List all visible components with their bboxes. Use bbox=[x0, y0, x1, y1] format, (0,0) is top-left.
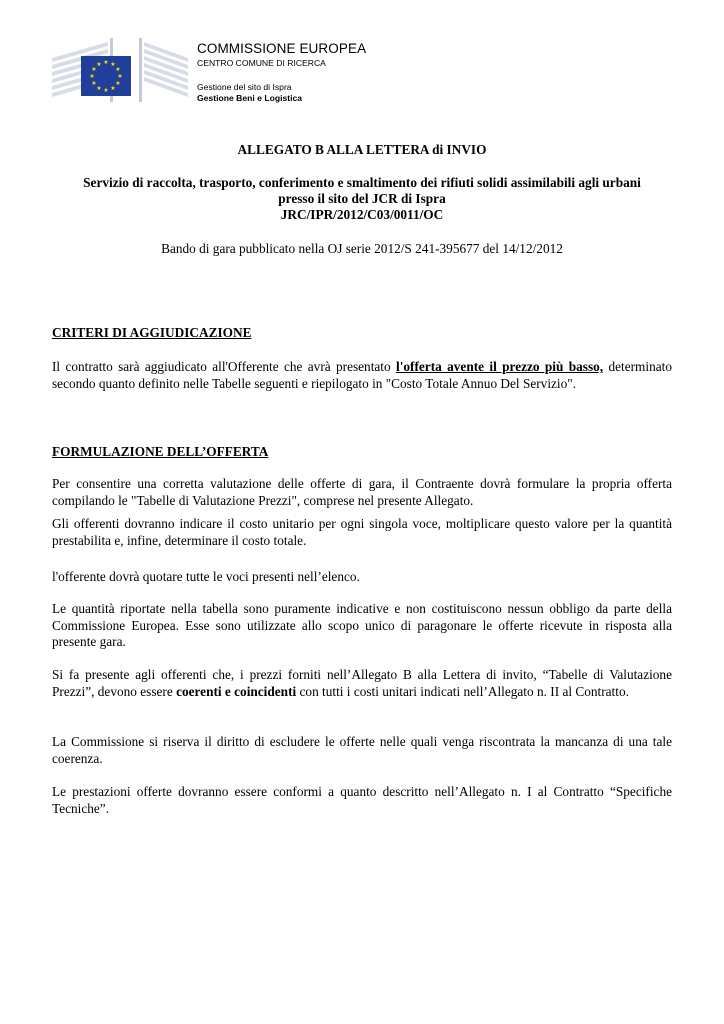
paragraph-conformity: Le prestazioni offerte dovranno essere conformi a quanto descritto nell’Allegato n. I al Contratto “Specifiche Tecniche”. bbox=[52, 784, 672, 816]
coherence-bold: coerenti e coincidenti bbox=[176, 683, 297, 699]
service-line-1: Servizio di raccolta, trasporto, conferimento e smaltimento dei rifiuti solidi assimilabili agli urbani bbox=[83, 175, 641, 190]
svg-text:★: ★ bbox=[110, 61, 116, 68]
svg-text:★: ★ bbox=[91, 80, 97, 87]
svg-text:★: ★ bbox=[89, 73, 95, 80]
svg-text:★: ★ bbox=[117, 73, 123, 80]
site-management: Gestione del sito di Ispra bbox=[197, 82, 292, 92]
svg-text:★: ★ bbox=[115, 80, 121, 87]
service-title bbox=[52, 175, 672, 223]
paragraph-exclusion: La Commissione si riserva il diritto di escludere le offerte nelle quali venga riscontrata la mancanza di una tale coerenza. bbox=[52, 734, 672, 766]
offer-formulation-heading: FORMULAZIONE DELL’OFFERTA bbox=[52, 444, 269, 459]
award-criteria-text bbox=[52, 359, 672, 392]
department-name: Gestione Beni e Logistica bbox=[197, 93, 303, 103]
award-text-after: determinato secondo quanto definito nelle Tabelle seguenti e riepilogato in "Costo Totale Annuo Del Servizio". bbox=[52, 359, 672, 391]
svg-text:★: ★ bbox=[96, 61, 102, 68]
centre-name: CENTRO COMUNE DI RICERCA bbox=[197, 58, 326, 68]
paragraph-unit-cost: Gli offerenti dovranno indicare il costo unitario per ogni singola voce, moltiplicare questo valore per la quantità prestabilita e, infine, determinare il costo totale. bbox=[52, 516, 672, 548]
coherence-after: con tutti i costi unitari indicati nell’Allegato n. II al Contratto. bbox=[296, 683, 629, 699]
paragraph-quantities: Le quantità riportate nella tabella sono puramente indicative e non costituiscono nessun obbligo da parte della Commissione Europea. Esse sono utilizzate allo scopo unico di paragonare le offerte ricevute in risposta alla presente gara. bbox=[52, 601, 672, 649]
header-block bbox=[197, 41, 366, 104]
svg-text:★: ★ bbox=[96, 85, 102, 92]
european-commission-logo-icon bbox=[52, 36, 188, 104]
service-line-2: presso il sito del JCR di Ispra bbox=[278, 191, 446, 206]
svg-text:★: ★ bbox=[110, 85, 116, 92]
reference-code: JRC/IPR/2012/C03/0011/OC bbox=[280, 207, 444, 222]
svg-text:★: ★ bbox=[91, 66, 97, 73]
coherence-before: Si fa presente agli offerenti che, i prezzi forniti nell’Allegato B alla Lettera di invito, “Tabelle di Valutazione Prezzi”, devono essere bbox=[52, 667, 672, 699]
paragraph-evaluation: Per consentire una corretta valutazione delle offerte di gara, il Contraente dovrà formulare la propria offerta compilando le "Tabelle di Valutazione Prezzi", comprese nel presente Allegato. bbox=[52, 476, 672, 508]
award-criteria-heading: CRITERI DI AGGIUDICAZIONE bbox=[52, 325, 252, 340]
annex-title: ALLEGATO B ALLA LETTERA di INVIO bbox=[237, 142, 487, 157]
paragraph-quote-all: l'offerente dovrà quotare tutte le voci presenti nell’elenco. bbox=[52, 569, 360, 584]
organization-name: COMMISSIONE EUROPEA bbox=[197, 41, 367, 56]
paragraph-coherence bbox=[52, 667, 672, 700]
svg-text:★: ★ bbox=[103, 87, 109, 94]
tender-notice: Bando di gara pubblicato nella OJ serie 2012/S 241-395677 del 14/12/2012 bbox=[161, 241, 563, 256]
svg-text:★: ★ bbox=[103, 59, 109, 66]
award-text-before: Il contratto sarà aggiudicato all'Offerente che avrà presentato bbox=[52, 359, 396, 374]
award-emphasis: l'offerta avente il prezzo più basso, bbox=[396, 359, 604, 374]
svg-text:★: ★ bbox=[115, 66, 121, 73]
